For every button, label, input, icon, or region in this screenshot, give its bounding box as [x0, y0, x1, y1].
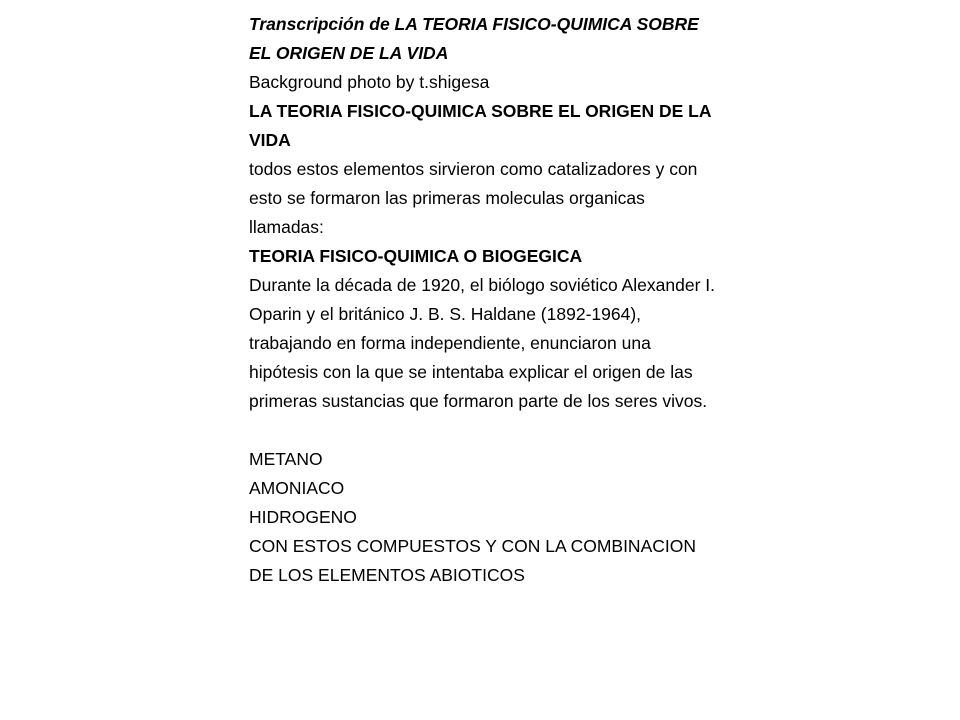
compound-item: HIDROGENO: [249, 507, 357, 527]
transcript-title: Transcripción de LA TEORIA FISICO-QUIMICA SOBRE EL ORIGEN DE LA VIDA: [249, 14, 699, 63]
intro-paragraph: todos estos elementos sirvieron como catalizadores y con esto se formaron las primeras moleculas organicas llamadas:: [249, 159, 698, 237]
blank-line: [249, 416, 719, 445]
section-heading: LA TEORIA FISICO-QUIMICA SOBRE EL ORIGEN DE LA VIDA: [249, 101, 711, 150]
theory-subheading: TEORIA FISICO-QUIMICA O BIOGEGICA: [249, 246, 583, 266]
closing-paragraph: CON ESTOS COMPUESTOS Y CON LA COMBINACION DE LOS ELEMENTOS ABIOTICOS: [249, 536, 696, 585]
compound-item: AMONIACO: [249, 478, 345, 498]
photo-credit: Background photo by t.shigesa: [249, 72, 490, 92]
transcript-text-block: [249, 10, 719, 590]
compound-item: METANO: [249, 449, 323, 469]
body-paragraph: Durante la década de 1920, el biólogo soviético Alexander I. Oparin y el británico J. B. S. Haldane (1892-1964), trabajando en forma independiente, enunciaron una hipótesis con la que se intentaba explicar el origen de las primeras sustancias que formaron parte de los seres vivos.: [249, 275, 716, 411]
